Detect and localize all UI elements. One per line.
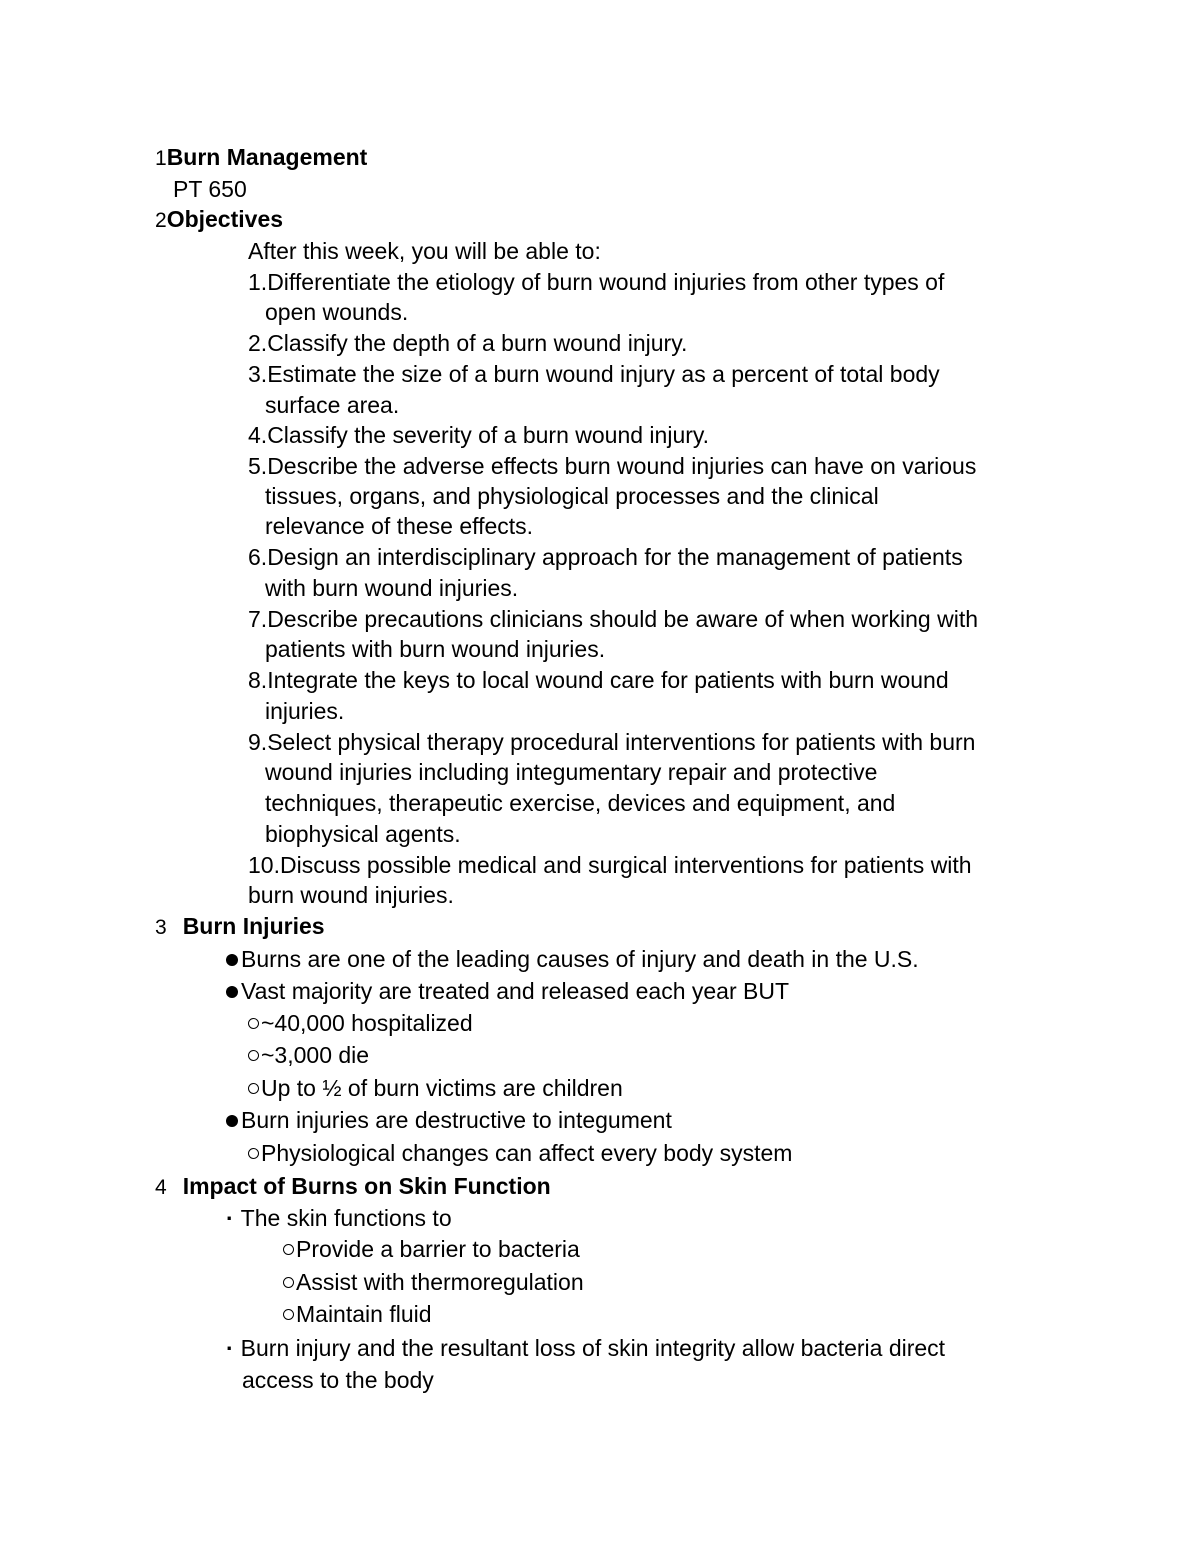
objective-text-cont: patients with burn wound injuries.	[265, 636, 606, 662]
objective-item	[248, 268, 944, 296]
objective-text: Describe the adverse effects burn wound injuries can have on various	[267, 453, 977, 479]
objective-text: Discuss possible medical and surgical interventions for patients with	[279, 852, 972, 878]
objective-number: 9.	[248, 729, 268, 755]
objective-text: Classify the depth of a burn wound injury.	[267, 330, 688, 356]
filled-bullet-icon	[226, 954, 238, 966]
list-item: Assist with thermoregulation	[283, 1268, 584, 1296]
objective-item	[248, 421, 709, 449]
objective-item	[248, 452, 976, 480]
objective-text-cont: wound injuries including integumentary repair and protective	[265, 759, 878, 785]
objective-item	[248, 605, 978, 633]
hollow-bullet-icon	[283, 1309, 294, 1320]
objective-text: Describe precautions clinicians should be aware of when working with	[267, 606, 978, 632]
slide-title: Burn Management	[166, 144, 368, 170]
hollow-bullet-icon	[283, 1277, 294, 1288]
list-item: ~3,000 die	[248, 1041, 369, 1069]
small-bullet-icon: ·	[226, 1205, 234, 1231]
hollow-bullet-icon	[248, 1050, 259, 1061]
objective-text: Design an interdisciplinary approach for the management of patients	[267, 544, 963, 570]
objective-text-cont: tissues, organs, and physiological processes and the clinical	[265, 483, 879, 509]
slide-title: Objectives	[166, 206, 284, 232]
objective-text-cont: techniques, therapeutic exercise, devices and equipment, and	[265, 790, 896, 816]
objective-text: Select physical therapy procedural interventions for patients with burn	[267, 729, 976, 755]
objective-text-cont: biophysical agents.	[265, 821, 461, 847]
filled-bullet-icon	[226, 986, 238, 998]
objective-number: 4.	[248, 422, 268, 448]
objective-text-cont: burn wound injuries.	[248, 882, 454, 908]
objective-item	[248, 851, 972, 879]
hollow-bullet-icon	[248, 1018, 259, 1029]
objective-text: Integrate the keys to local wound care for patients with burn wound	[267, 667, 949, 693]
hollow-bullet-icon	[248, 1148, 259, 1159]
objective-text: Classify the severity of a burn wound injury.	[267, 422, 710, 448]
objective-item	[248, 360, 940, 388]
objective-text: Differentiate the etiology of burn wound injuries from other types of	[267, 269, 945, 295]
objective-item	[248, 329, 687, 357]
list-item: Up to ½ of burn victims are children	[248, 1074, 623, 1102]
objective-text-cont: open wounds.	[265, 299, 409, 325]
slide-3-heading	[155, 912, 325, 942]
slide-number: 4	[155, 1176, 167, 1199]
list-item: Burn injuries are destructive to integument	[226, 1106, 672, 1134]
objective-text-cont: relevance of these effects.	[265, 513, 534, 539]
slide-title: Burn Injuries	[182, 913, 325, 939]
objective-number: 8.	[248, 667, 268, 693]
small-bullet-icon: ·	[226, 1335, 234, 1361]
objective-text-cont: with burn wound injuries.	[265, 575, 519, 601]
objective-item	[248, 543, 963, 571]
filled-bullet-icon	[226, 1115, 238, 1127]
objective-number: 1.	[248, 269, 268, 295]
list-item: · The skin functions to	[226, 1205, 452, 1231]
slide-title: Impact of Burns on Skin Function	[182, 1173, 551, 1199]
list-item: Physiological changes can affect every body system	[248, 1139, 792, 1167]
objective-number: 10.	[248, 852, 280, 878]
list-item: ~40,000 hospitalized	[248, 1009, 473, 1037]
objective-number: 5.	[248, 453, 268, 479]
objective-text-cont: injuries.	[265, 698, 345, 724]
objective-number: 7.	[248, 606, 268, 632]
hollow-bullet-icon	[283, 1244, 294, 1255]
slide-number: 2	[155, 209, 167, 232]
objective-text: Estimate the size of a burn wound injury as a percent of total body	[267, 361, 940, 387]
slide-2-heading	[155, 205, 283, 235]
objective-text-cont: surface area.	[265, 392, 400, 418]
slide-number: 3	[155, 916, 167, 939]
objective-item	[248, 728, 975, 756]
slide-subtitle: PT 650	[173, 176, 247, 202]
list-item-cont: access to the body	[242, 1367, 434, 1393]
list-item: · Burn injury and the resultant loss of skin integrity allow bacteria direct	[226, 1335, 946, 1361]
slide-4-heading	[155, 1172, 551, 1202]
objective-item	[248, 666, 949, 694]
objectives-intro: After this week, you will be able to:	[248, 238, 601, 264]
objective-number: 6.	[248, 544, 268, 570]
objective-number: 2.	[248, 330, 268, 356]
list-item: Burns are one of the leading causes of injury and death in the U.S.	[226, 945, 919, 973]
slide-1-heading	[155, 143, 367, 173]
hollow-bullet-icon	[248, 1083, 259, 1094]
list-item: Provide a barrier to bacteria	[283, 1235, 580, 1263]
list-item: Vast majority are treated and released each year BUT	[226, 977, 789, 1005]
slide-number: 1	[155, 147, 167, 170]
objective-number: 3.	[248, 361, 268, 387]
list-item: Maintain fluid	[283, 1300, 432, 1328]
